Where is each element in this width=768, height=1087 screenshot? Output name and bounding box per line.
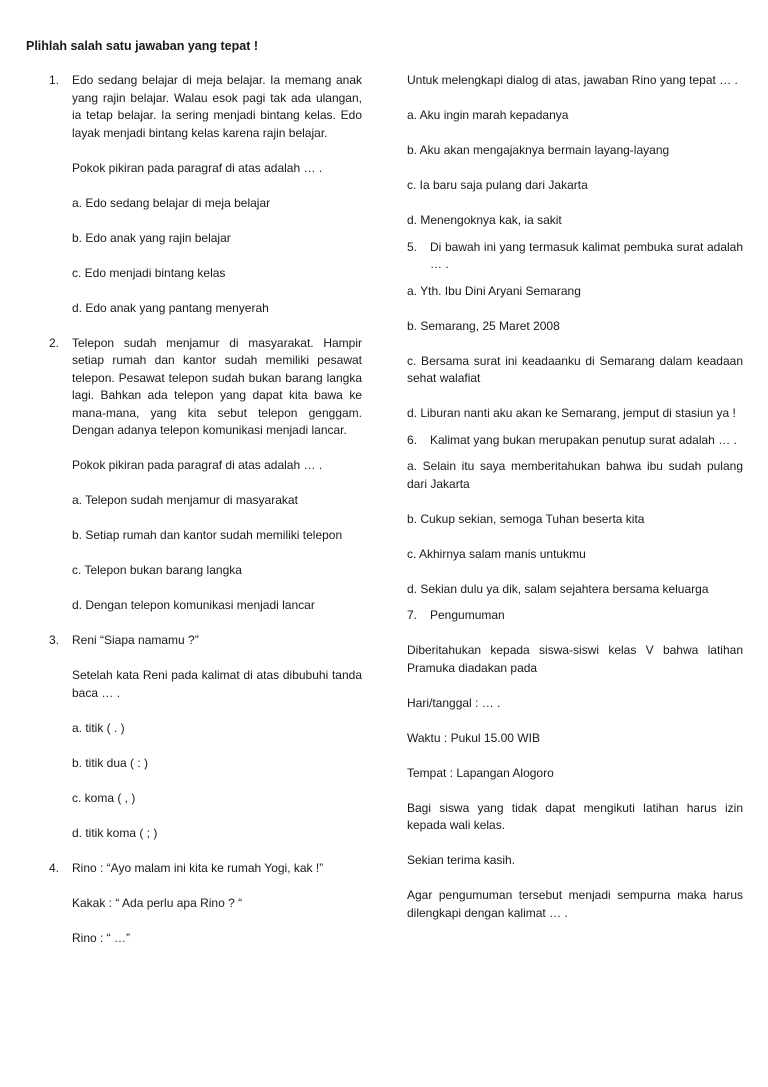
question-text: Reni “Siapa namamu ?” — [72, 633, 199, 647]
option-c[interactable]: c. Bersama surat ini keadaanku di Semarang dalam keadaan sehat walafiat — [407, 353, 743, 385]
question-3 — [49, 632, 362, 842]
question-2 — [49, 335, 362, 615]
question-prompt: Setelah kata Reni pada kalimat di atas dibubuhi tanda baca … . — [72, 668, 362, 700]
right-column — [407, 72, 743, 922]
question-number: 6. — [407, 432, 418, 447]
announcement-closing: Sekian terima kasih. — [407, 853, 516, 867]
question-number: 7. — [407, 608, 418, 622]
question-5-options — [407, 283, 743, 423]
question-4-continued — [407, 72, 743, 230]
question-number: 2. — [49, 335, 60, 350]
question-5 — [407, 239, 743, 274]
announcement-paragraph: Bagi siswa yang tidak dapat mengikuti latihan harus izin kepada wali kelas. — [407, 800, 743, 832]
option-b[interactable]: b. titik dua ( : ) — [72, 755, 149, 770]
option-a[interactable]: a. Edo sedang belajar di meja belajar — [72, 195, 271, 210]
question-4 — [49, 860, 362, 948]
dialog-line: Kakak : “ Ada perlu apa Rino ? “ — [72, 895, 243, 910]
option-d[interactable]: d. Edo anak yang pantang menyerah — [72, 300, 269, 315]
dialog-line: Rino : “Ayo malam ini kita ke rumah Yogi, kak !” — [72, 860, 324, 875]
question-prompt: Pokok pikiran pada paragraf di atas adalah … . — [72, 458, 323, 472]
option-a[interactable]: a. titik ( . ) — [72, 720, 125, 735]
option-d[interactable]: d. titik koma ( ; ) — [72, 825, 158, 840]
question-text: Kalimat yang bukan merupakan penutup surat adalah … . — [430, 432, 737, 447]
option-b[interactable]: b. Edo anak yang rajin belajar — [72, 230, 231, 245]
question-6-options — [407, 458, 743, 598]
option-b[interactable]: b. Cukup sekian, semoga Tuhan beserta kita — [407, 511, 645, 526]
option-a[interactable]: a. Telepon sudah menjamur di masyarakat — [72, 493, 298, 507]
question-6 — [407, 432, 743, 450]
question-text: Di bawah ini yang termasuk kalimat pembuka surat adalah … . — [430, 239, 743, 271]
option-c[interactable]: c. Telepon bukan barang langka — [72, 563, 242, 577]
question-number: 5. — [407, 239, 418, 254]
question-number: 4. — [49, 860, 60, 875]
page-heading: Plihlah salah satu jawaban yang tepat ! — [26, 39, 259, 53]
option-d[interactable]: d. Dengan telepon komunikasi menjadi lancar — [72, 598, 315, 612]
question-number: 3. — [49, 633, 60, 647]
option-c[interactable]: c. koma ( , ) — [72, 790, 136, 805]
option-b[interactable]: b. Semarang, 25 Maret 2008 — [407, 318, 560, 333]
question-prompt: Pokok pikiran pada paragraf di atas adalah … . — [72, 160, 323, 175]
question-text: Edo sedang belajar di meja belajar. Ia memang anak yang rajin belajar. Walau esok pagi tak ada ulangan, ia tetap belajar. Ia sering menjadi bintang kelas. Edo layak menjadi bintang kelas karena rajin belajar. — [72, 73, 362, 140]
announcement-paragraph: Diberitahukan kepada siswa-siswi kelas V bahwa latihan Pramuka diadakan pada — [407, 643, 743, 675]
option-d[interactable]: d. Menengoknya kak, ia sakit — [407, 213, 562, 227]
question-prompt: Untuk melengkapi dialog di atas, jawaban Rino yang tepat … . — [407, 73, 738, 87]
question-7 — [407, 607, 743, 625]
dialog-line: Rino : “ …” — [72, 930, 131, 945]
option-c[interactable]: c. Ia baru saja pulang dari Jakarta — [407, 178, 588, 192]
option-a[interactable]: a. Yth. Ibu Dini Aryani Semarang — [407, 283, 581, 298]
option-c[interactable]: c. Edo menjadi bintang kelas — [72, 265, 226, 280]
option-d[interactable]: d. Sekian dulu ya dik, salam sejahtera bersama keluarga — [407, 581, 709, 596]
announcement-title: Pengumuman — [430, 608, 505, 622]
question-prompt: Agar pengumuman tersebut menjadi sempurna maka harus dilengkapi dengan kalimat … . — [407, 888, 743, 920]
announcement-date: Hari/tanggal : … . — [407, 695, 501, 710]
announcement-place: Tempat : Lapangan Alogoro — [407, 765, 554, 780]
announcement-body — [407, 642, 743, 922]
option-a[interactable]: a. Selain itu saya memberitahukan bahwa ibu sudah pulang dari Jakarta — [407, 459, 743, 491]
option-d[interactable]: d. Liburan nanti aku akan ke Semarang, jemput di stasiun ya ! — [407, 406, 736, 420]
left-column — [49, 72, 362, 947]
question-number: 1. — [49, 73, 60, 87]
announcement-time: Waktu : Pukul 15.00 WIB — [407, 730, 540, 745]
option-c[interactable]: c. Akhirnya salam manis untukmu — [407, 546, 586, 561]
question-text: Telepon sudah menjamur di masyarakat. Hampir setiap rumah dan kantor sudah memiliki pesawat telepon. Pesawat telepon sudah bukan barang langka lagi. Bahkan ada telepon yang dapat kita bawa ke mana-mana, yang kita sebut telepon genggam. Dengan adanya telepon komunikasi menjadi lancar. — [72, 335, 362, 437]
option-b[interactable]: b. Setiap rumah dan kantor sudah memiliki telepon — [72, 528, 343, 542]
option-b[interactable]: b. Aku akan mengajaknya bermain layang-layang — [407, 143, 670, 157]
option-a[interactable]: a. Aku ingin marah kepadanya — [407, 108, 569, 122]
question-1 — [49, 72, 362, 317]
